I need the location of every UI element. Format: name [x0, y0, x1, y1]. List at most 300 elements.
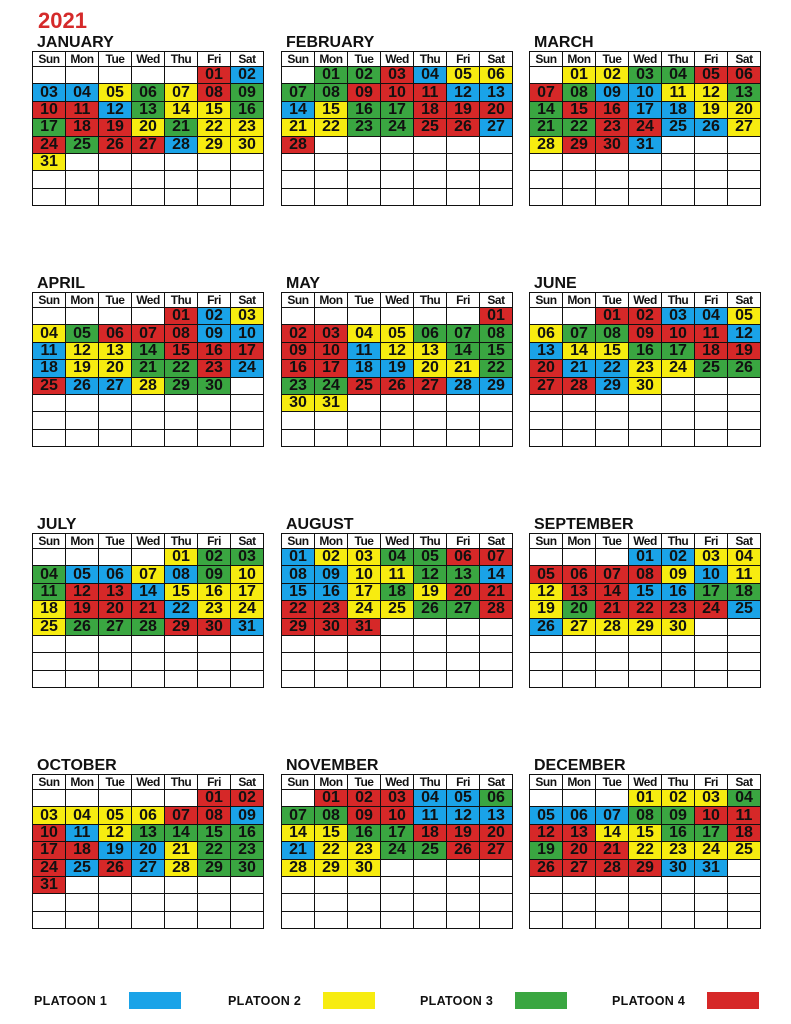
day-cell: 04 [33, 566, 66, 583]
day-cell: 12 [381, 342, 414, 359]
weekday-header: Mon [66, 534, 99, 549]
empty-cell [66, 911, 99, 928]
day-cell: 28 [563, 377, 596, 394]
day-cell: 10 [231, 325, 264, 342]
empty-cell [596, 153, 629, 170]
week-row [530, 360, 761, 377]
day-cell: 03 [348, 549, 381, 566]
empty-cell [348, 171, 381, 188]
day-cell: 09 [662, 566, 695, 583]
day-cell: 27 [414, 377, 447, 394]
month-table [281, 774, 513, 929]
day-cell: 08 [165, 566, 198, 583]
day-cell: 19 [530, 842, 563, 859]
day-cell: 25 [33, 618, 66, 635]
empty-cell [231, 171, 264, 188]
day-cell: 17 [231, 583, 264, 600]
empty-cell [348, 894, 381, 911]
empty-cell [99, 876, 132, 893]
empty-cell [165, 429, 198, 446]
empty-cell [198, 635, 231, 652]
day-cell: 22 [198, 119, 231, 136]
day-cell: 09 [629, 325, 662, 342]
day-cell: 24 [381, 119, 414, 136]
empty-cell [282, 308, 315, 325]
day-cell: 28 [596, 618, 629, 635]
week-row [33, 618, 264, 635]
empty-cell [563, 653, 596, 670]
weekday-header: Sun [33, 534, 66, 549]
empty-cell [662, 894, 695, 911]
legend-swatch [129, 992, 181, 1009]
day-cell: 13 [414, 342, 447, 359]
empty-cell [381, 412, 414, 429]
weekday-header: Thu [414, 775, 447, 790]
empty-cell [348, 136, 381, 153]
empty-cell [315, 653, 348, 670]
weekday-header: Fri [198, 534, 231, 549]
empty-cell [198, 894, 231, 911]
empty-cell [596, 790, 629, 807]
week-row [530, 653, 761, 670]
day-cell: 28 [282, 859, 315, 876]
empty-cell [231, 412, 264, 429]
empty-cell [231, 188, 264, 205]
day-cell: 12 [695, 84, 728, 101]
day-cell: 24 [695, 842, 728, 859]
day-cell: 16 [315, 583, 348, 600]
day-cell: 15 [480, 342, 513, 359]
empty-cell [480, 876, 513, 893]
legend-swatch [323, 992, 375, 1009]
day-cell: 11 [33, 583, 66, 600]
weekday-header: Fri [695, 52, 728, 67]
day-cell: 28 [447, 377, 480, 394]
empty-cell [165, 171, 198, 188]
day-cell: 22 [629, 842, 662, 859]
day-cell: 30 [198, 377, 231, 394]
weekday-header: Thu [414, 52, 447, 67]
empty-cell [563, 429, 596, 446]
empty-cell [414, 171, 447, 188]
week-row [530, 859, 761, 876]
week-row [530, 119, 761, 136]
empty-cell [695, 911, 728, 928]
week-row [282, 394, 513, 411]
day-cell: 16 [662, 824, 695, 841]
empty-cell [695, 136, 728, 153]
day-cell: 21 [132, 360, 165, 377]
day-cell: 20 [480, 101, 513, 118]
legend-label: PLATOON 4 [612, 993, 686, 1008]
empty-cell [629, 653, 662, 670]
day-cell: 11 [381, 566, 414, 583]
empty-cell [66, 894, 99, 911]
day-cell: 08 [315, 807, 348, 824]
day-cell: 03 [33, 84, 66, 101]
year-title: 2021 [38, 8, 87, 33]
day-cell: 23 [315, 601, 348, 618]
empty-cell [662, 153, 695, 170]
empty-cell [198, 911, 231, 928]
week-row [530, 876, 761, 893]
legend-item-platoon-2 [228, 992, 375, 1009]
day-cell: 22 [629, 601, 662, 618]
empty-cell [381, 876, 414, 893]
day-cell: 19 [447, 824, 480, 841]
weekday-header: Sun [282, 534, 315, 549]
month-table [32, 51, 264, 206]
empty-cell [447, 394, 480, 411]
week-row [282, 842, 513, 859]
day-cell: 12 [728, 325, 761, 342]
month-title: FEBRUARY [286, 34, 375, 51]
day-cell: 20 [447, 583, 480, 600]
day-cell: 13 [99, 342, 132, 359]
empty-cell [231, 876, 264, 893]
legend-label: PLATOON 3 [420, 993, 494, 1008]
empty-cell [480, 171, 513, 188]
day-cell: 14 [563, 342, 596, 359]
day-cell: 20 [99, 360, 132, 377]
day-cell: 10 [33, 824, 66, 841]
empty-cell [695, 670, 728, 687]
day-cell: 18 [33, 360, 66, 377]
week-row [530, 342, 761, 359]
day-cell: 09 [315, 566, 348, 583]
weekday-header: Tue [348, 293, 381, 308]
day-cell: 25 [695, 360, 728, 377]
weekday-header: Sat [728, 534, 761, 549]
day-cell: 21 [480, 583, 513, 600]
empty-cell [414, 894, 447, 911]
day-cell: 20 [480, 824, 513, 841]
empty-cell [447, 171, 480, 188]
week-row [33, 84, 264, 101]
month-table [281, 533, 513, 688]
week-row [282, 308, 513, 325]
weekday-header: Sat [728, 293, 761, 308]
weekday-header: Fri [447, 52, 480, 67]
empty-cell [563, 670, 596, 687]
empty-cell [282, 171, 315, 188]
day-cell: 30 [315, 618, 348, 635]
day-cell: 14 [596, 583, 629, 600]
week-row [282, 412, 513, 429]
week-row [530, 171, 761, 188]
empty-cell [282, 894, 315, 911]
week-row [530, 101, 761, 118]
day-cell: 03 [629, 67, 662, 84]
week-row [282, 429, 513, 446]
day-cell: 24 [381, 842, 414, 859]
empty-cell [629, 394, 662, 411]
weekday-header: Sun [282, 293, 315, 308]
day-cell: 08 [629, 566, 662, 583]
empty-cell [165, 876, 198, 893]
empty-cell [66, 153, 99, 170]
day-cell: 08 [282, 566, 315, 583]
day-cell: 04 [66, 84, 99, 101]
day-cell: 18 [695, 342, 728, 359]
empty-cell [596, 653, 629, 670]
day-cell: 07 [132, 325, 165, 342]
day-cell: 25 [33, 377, 66, 394]
day-cell: 11 [414, 84, 447, 101]
day-cell: 07 [480, 549, 513, 566]
empty-cell [414, 876, 447, 893]
month-december [529, 757, 761, 929]
day-cell: 26 [447, 842, 480, 859]
legend-item-platoon-1 [34, 992, 181, 1009]
empty-cell [132, 894, 165, 911]
day-cell: 29 [165, 618, 198, 635]
empty-cell [662, 876, 695, 893]
empty-cell [414, 153, 447, 170]
empty-cell [629, 670, 662, 687]
empty-cell [695, 153, 728, 170]
day-cell: 25 [414, 842, 447, 859]
day-cell: 12 [447, 84, 480, 101]
empty-cell [381, 136, 414, 153]
day-cell: 02 [198, 549, 231, 566]
day-cell: 15 [629, 583, 662, 600]
day-cell: 01 [480, 308, 513, 325]
empty-cell [480, 911, 513, 928]
empty-cell [231, 429, 264, 446]
weekday-header: Wed [629, 52, 662, 67]
week-row [530, 549, 761, 566]
empty-cell [563, 894, 596, 911]
day-cell: 30 [231, 859, 264, 876]
day-cell: 01 [282, 549, 315, 566]
weekday-header: Sat [728, 52, 761, 67]
weekday-header: Thu [662, 534, 695, 549]
empty-cell [348, 394, 381, 411]
day-cell: 05 [447, 67, 480, 84]
day-cell: 23 [198, 360, 231, 377]
week-row [282, 119, 513, 136]
weekday-header: Sat [231, 534, 264, 549]
empty-cell [66, 790, 99, 807]
day-cell: 10 [662, 325, 695, 342]
day-cell: 06 [132, 807, 165, 824]
empty-cell [447, 308, 480, 325]
day-cell: 04 [414, 790, 447, 807]
day-cell: 20 [728, 101, 761, 118]
week-row [282, 601, 513, 618]
week-row [282, 188, 513, 205]
day-cell: 13 [99, 583, 132, 600]
day-cell: 06 [563, 807, 596, 824]
day-cell: 04 [348, 325, 381, 342]
day-cell: 05 [447, 790, 480, 807]
empty-cell [414, 429, 447, 446]
empty-cell [447, 153, 480, 170]
empty-cell [728, 377, 761, 394]
week-row [530, 670, 761, 687]
empty-cell [348, 412, 381, 429]
week-row [33, 119, 264, 136]
day-cell: 22 [165, 360, 198, 377]
empty-cell [33, 188, 66, 205]
week-row [282, 618, 513, 635]
day-cell: 10 [348, 566, 381, 583]
week-row [33, 136, 264, 153]
day-cell: 20 [99, 601, 132, 618]
month-title: JUNE [534, 275, 577, 292]
day-cell: 30 [231, 136, 264, 153]
empty-cell [596, 670, 629, 687]
day-cell: 01 [563, 67, 596, 84]
month-table [281, 51, 513, 206]
empty-cell [480, 670, 513, 687]
week-row [33, 429, 264, 446]
day-cell: 28 [165, 859, 198, 876]
day-cell: 30 [348, 859, 381, 876]
empty-cell [662, 429, 695, 446]
legend-swatch [515, 992, 567, 1009]
day-cell: 19 [66, 601, 99, 618]
empty-cell [348, 635, 381, 652]
day-cell: 08 [480, 325, 513, 342]
empty-cell [530, 412, 563, 429]
day-cell: 04 [695, 308, 728, 325]
empty-cell [480, 635, 513, 652]
weekday-header: Sun [530, 52, 563, 67]
week-row [33, 360, 264, 377]
empty-cell [563, 394, 596, 411]
day-cell: 17 [381, 824, 414, 841]
day-cell: 13 [563, 824, 596, 841]
day-cell: 29 [198, 859, 231, 876]
day-cell: 01 [315, 67, 348, 84]
week-row [282, 824, 513, 841]
day-cell: 12 [530, 824, 563, 841]
legend-swatch [707, 992, 759, 1009]
day-cell: 01 [165, 308, 198, 325]
day-cell: 28 [530, 136, 563, 153]
empty-cell [282, 670, 315, 687]
week-row [530, 635, 761, 652]
day-cell: 08 [198, 807, 231, 824]
day-cell: 16 [198, 342, 231, 359]
empty-cell [728, 618, 761, 635]
day-cell: 14 [165, 101, 198, 118]
day-cell: 21 [132, 601, 165, 618]
day-cell: 14 [282, 824, 315, 841]
day-cell: 28 [480, 601, 513, 618]
empty-cell [231, 911, 264, 928]
weekday-header: Mon [315, 52, 348, 67]
day-cell: 11 [414, 807, 447, 824]
empty-cell [728, 412, 761, 429]
day-cell: 10 [695, 566, 728, 583]
day-cell: 18 [381, 583, 414, 600]
day-cell: 26 [530, 618, 563, 635]
day-cell: 22 [596, 360, 629, 377]
empty-cell [66, 171, 99, 188]
day-cell: 02 [198, 308, 231, 325]
empty-cell [563, 412, 596, 429]
weekday-header: Sun [33, 775, 66, 790]
empty-cell [563, 635, 596, 652]
month-table [32, 533, 264, 688]
empty-cell [414, 136, 447, 153]
empty-cell [480, 136, 513, 153]
day-cell: 27 [728, 119, 761, 136]
weekday-header: Wed [629, 534, 662, 549]
day-cell: 19 [381, 360, 414, 377]
empty-cell [596, 549, 629, 566]
day-cell: 18 [348, 360, 381, 377]
empty-cell [480, 188, 513, 205]
week-row [530, 429, 761, 446]
day-cell: 24 [348, 601, 381, 618]
empty-cell [315, 911, 348, 928]
empty-cell [132, 635, 165, 652]
day-cell: 13 [563, 583, 596, 600]
day-cell: 08 [165, 325, 198, 342]
empty-cell [132, 308, 165, 325]
day-cell: 30 [629, 377, 662, 394]
week-row [33, 325, 264, 342]
empty-cell [66, 429, 99, 446]
weekday-header: Mon [66, 293, 99, 308]
empty-cell [447, 635, 480, 652]
empty-cell [480, 618, 513, 635]
weekday-header: Sun [33, 293, 66, 308]
empty-cell [348, 670, 381, 687]
empty-cell [480, 894, 513, 911]
week-row [33, 842, 264, 859]
empty-cell [99, 429, 132, 446]
empty-cell [99, 394, 132, 411]
day-cell: 15 [282, 583, 315, 600]
day-cell: 07 [282, 807, 315, 824]
empty-cell [629, 894, 662, 911]
week-row [530, 807, 761, 824]
week-row [530, 601, 761, 618]
month-table [281, 292, 513, 447]
day-cell: 21 [596, 601, 629, 618]
month-title: JANUARY [37, 34, 114, 51]
week-row [282, 549, 513, 566]
empty-cell [348, 153, 381, 170]
day-cell: 16 [348, 101, 381, 118]
week-row [282, 360, 513, 377]
weekday-header: Fri [447, 293, 480, 308]
weekday-header: Sun [530, 775, 563, 790]
day-cell: 06 [99, 325, 132, 342]
empty-cell [662, 394, 695, 411]
day-cell: 23 [198, 601, 231, 618]
empty-cell [728, 876, 761, 893]
day-cell: 04 [662, 67, 695, 84]
day-cell: 07 [563, 325, 596, 342]
day-cell: 30 [662, 618, 695, 635]
week-row [530, 824, 761, 841]
empty-cell [315, 429, 348, 446]
day-cell: 20 [414, 360, 447, 377]
day-cell: 14 [282, 101, 315, 118]
day-cell: 05 [381, 325, 414, 342]
weekday-header: Mon [315, 534, 348, 549]
day-cell: 13 [132, 101, 165, 118]
day-cell: 19 [414, 583, 447, 600]
empty-cell [695, 377, 728, 394]
month-march [529, 34, 761, 206]
